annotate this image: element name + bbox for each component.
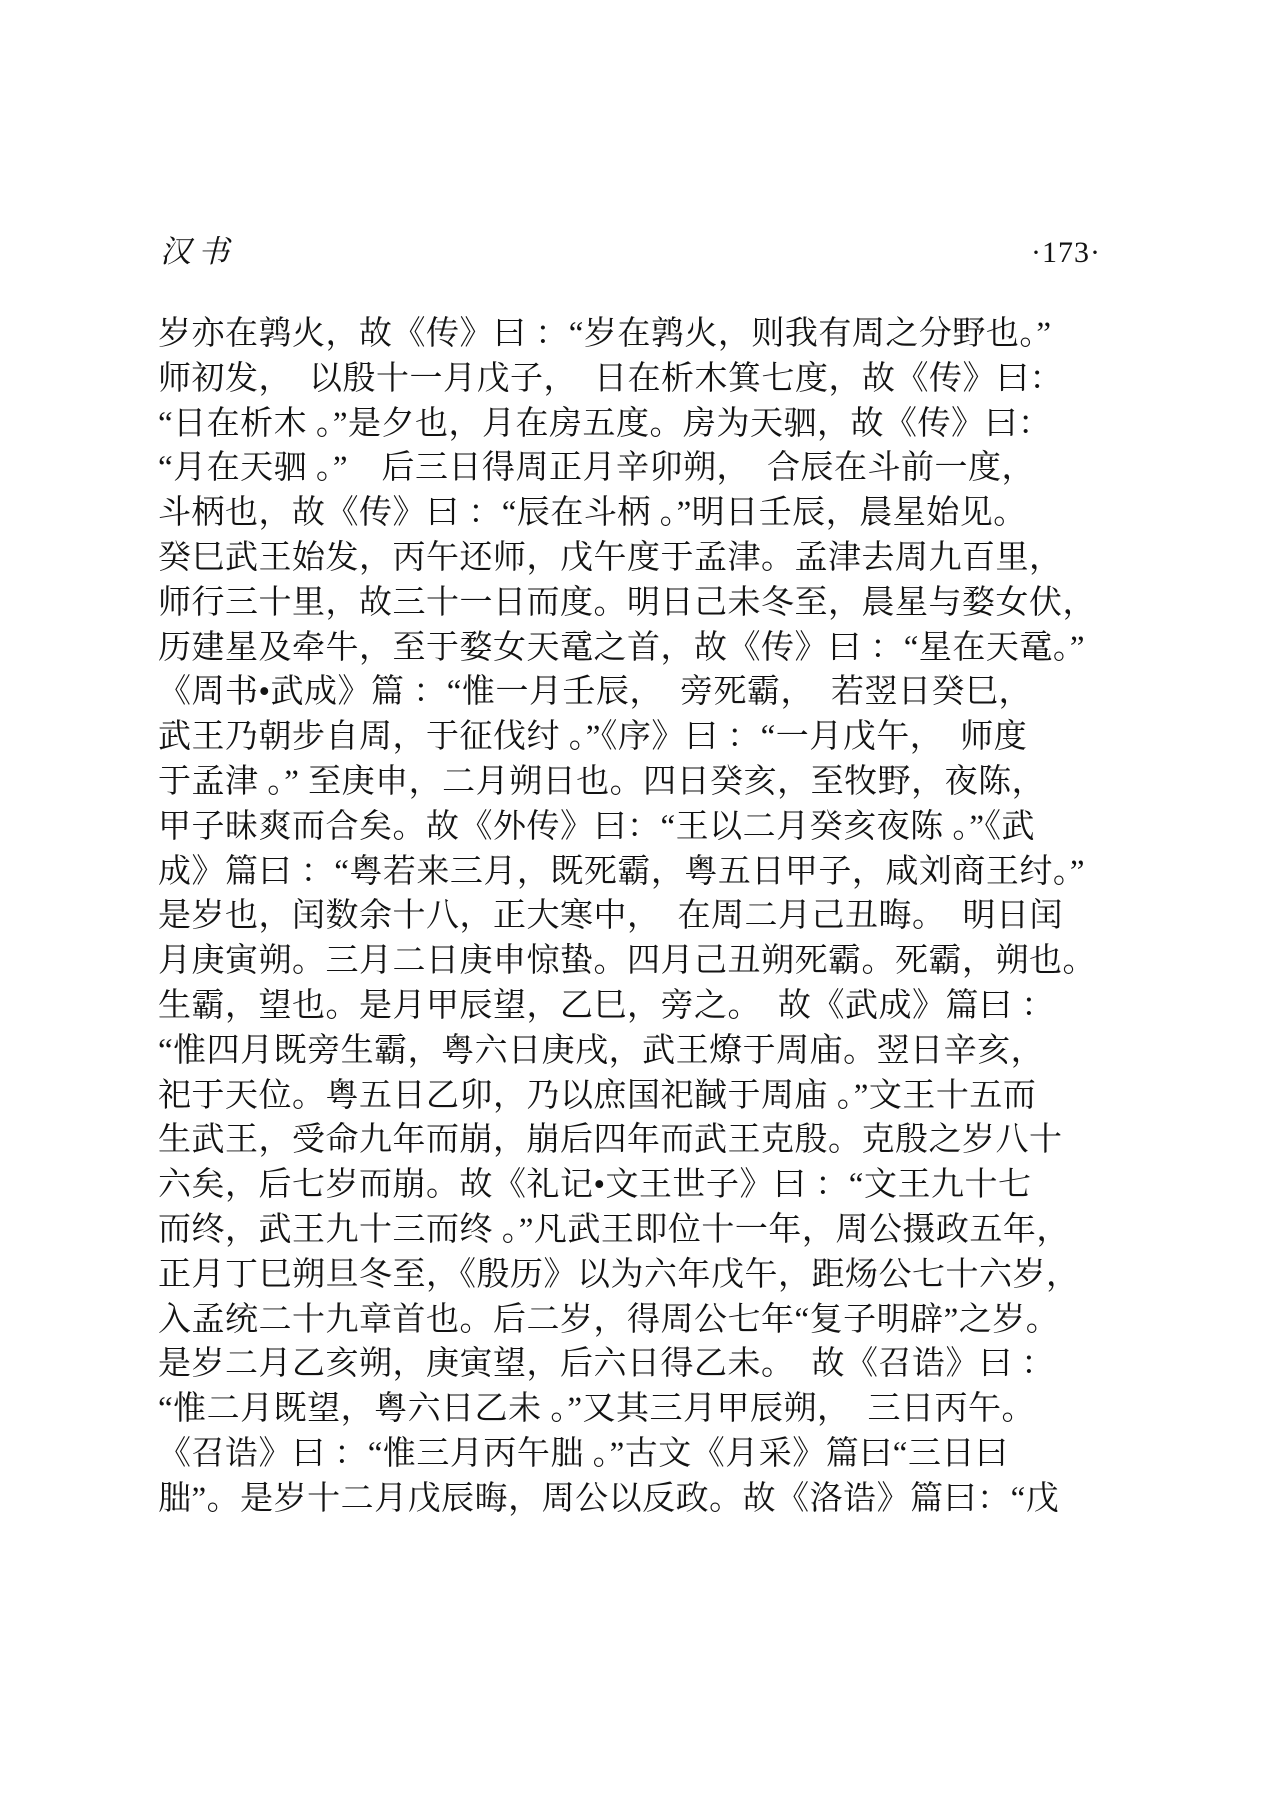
text-line: 《召诰》曰 ：“惟三月丙午朏 。”古文《月采》篇曰“三日曰 xyxy=(158,1435,1009,1472)
text-line: 癸巳武王始发，丙午还师，戊午度于孟津。孟津去周九百里， xyxy=(158,539,1063,576)
text-line: 而终，武王九十三而终 。”凡武王即位十一年，周公摄政五年， xyxy=(158,1211,1070,1248)
text-line: 是岁二月乙亥朔，庚寅望，后六日得乙未。 故《召诰》曰 ： xyxy=(158,1346,1055,1383)
body-text xyxy=(158,312,1096,1522)
text-line: 生武王，受命九年而崩，崩后四年而武王克殷。克殷之岁八十 xyxy=(158,1122,1063,1159)
text-line: 斗柄也，故《传》曰 ：“辰在斗柄 。”明日壬辰，晨星始见。 xyxy=(158,495,1027,532)
text-line: 甲子昧爽而合矣。故《外传》曰：“王以二月癸亥夜陈 。”《武 xyxy=(158,808,1036,845)
text-line: 是岁也，闰数余十八，正大寒中， 在周二月己丑晦。 明日闰 xyxy=(158,898,1063,935)
text-line: “日在析木 。”是夕也，月在房五度。房为天驷，故《传》曰： xyxy=(158,405,1052,442)
text-line: 《周书•武成》篇 ：“惟一月壬辰， 旁死霸， 若翌日癸巳， xyxy=(158,674,1032,711)
text-line: 月庚寅朔。三月二日庚申惊蛰。四月己丑朔死霸。死霸，朔也。 xyxy=(158,943,1096,980)
text-line: 历建星及牵牛，至于婺女天鼋之首，故《传》曰 ：“星在天鼋。” xyxy=(158,629,1086,666)
text-line: 成》篇曰 ：“粤若来三月，既死霸，粤五日甲子，咸刘商王纣。” xyxy=(158,853,1086,890)
text-line: 生霸，望也。是月甲辰望，乙巳，旁之。 故《武成》篇曰 ： xyxy=(158,987,1055,1024)
text-line: 祀于天位。粤五日乙卯，乃以庶国祀馘于周庙 。”文王十五而 xyxy=(158,1077,1037,1114)
text-line: “惟四月既旁生霸，粤六日庚戌，武王燎于周庙。翌日辛亥， xyxy=(158,1032,1045,1069)
text-line: 六矣，后七岁而崩。故《礼记•文王世子》曰 ：“文王九十七 xyxy=(158,1167,1032,1204)
text-line: 武王乃朝步自周，于征伐纣 。”《序》曰 ：“一月戊午， 师度 xyxy=(158,719,1028,756)
text-line: 朏”。是岁十二月戊辰晦，周公以反政。故《洛诰》篇曰：“戊 xyxy=(158,1480,1060,1517)
page-header xyxy=(160,226,1101,271)
book-title: 汉书 xyxy=(160,234,236,269)
text-line: “月在天驷 。” 后三日得周正月辛卯朔， 合辰在斗前一度， xyxy=(158,450,1036,487)
text-line: 师初发， 以殷十一月戊子， 日在析木箕七度，故《传》曰： xyxy=(158,360,1063,397)
text-line: 于孟津 。” 至庚申，二月朔日也。四日癸亥，至牧野，夜陈， xyxy=(158,763,1046,800)
text-line: 正月丁巳朔旦冬至，《殷历》以为六年戊午，距炀公七十六岁， xyxy=(158,1256,1080,1293)
text-line: “惟二月既望，粤六日乙未 。”又其三月甲辰朔， 三日丙午。 xyxy=(158,1391,1036,1428)
page-number: ·173· xyxy=(1031,236,1101,269)
text-line: 师行三十里，故三十一日而度。明日己未冬至，晨星与婺女伏， xyxy=(158,584,1096,621)
text-line: 岁亦在鹑火，故《传》曰 ：“岁在鹑火，则我有周之分野也。” xyxy=(158,316,1052,352)
text-line: 入孟统二十九章首也。后二岁，得周公七年“复子明辟”之岁。 xyxy=(158,1301,1060,1338)
